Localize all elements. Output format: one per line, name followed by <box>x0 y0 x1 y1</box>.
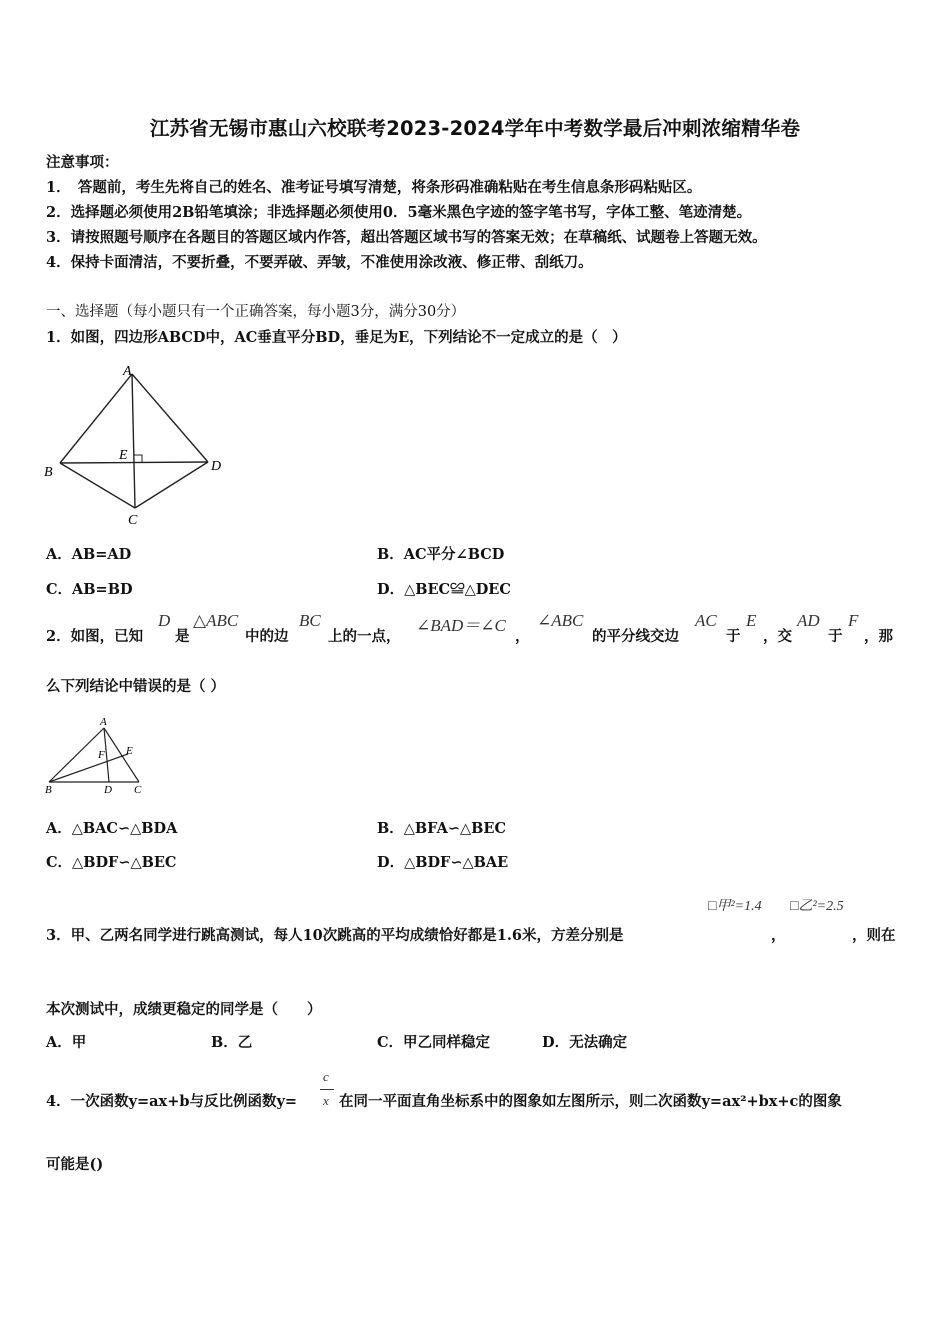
q3-variance-jia: □甲²=1.4 <box>708 899 762 914</box>
q3-variance-yi: □乙²=2.5 <box>790 899 844 914</box>
notice-heading: 注意事项： <box>46 154 119 171</box>
label-b: B <box>44 465 53 480</box>
q2-option-c[interactable]: C．△BDF∽△BEC <box>46 854 177 871</box>
label-c: C <box>128 513 138 528</box>
q2-text-3: 中的边 <box>245 628 289 645</box>
q2-math-angle-eq: ∠BAD＝∠C <box>416 616 506 635</box>
q2-text-7: 于 <box>726 628 741 645</box>
label-b: B <box>45 784 52 796</box>
edge-dc <box>135 462 208 508</box>
q2-figure <box>40 712 160 800</box>
q3-stem: 3．甲、乙两名同学进行跳高测试，每人10次跳高的平均成绩恰好都是1.6米，方差分别是 <box>46 927 624 944</box>
segment-ad <box>104 728 109 782</box>
q4-fraction-bar <box>320 1089 334 1090</box>
edge-ac <box>104 728 139 782</box>
notice-item-3: 3．请按照题号顺序在各题目的答题区域内作答，超出答题区域书写的答案无效；在草稿纸、试题卷上答题无效。 <box>46 229 767 246</box>
page-title: 江苏省无锡市惠山六校联考2023-2024学年中考数学最后冲刺浓缩精华卷 <box>149 117 801 140</box>
label-d: D <box>104 784 112 796</box>
edge-bc <box>60 463 135 508</box>
q1-option-d[interactable]: D．△BEC≌△DEC <box>377 581 511 598</box>
q3-comma: ， <box>771 927 786 944</box>
q4-fraction-denominator: x <box>323 1093 329 1108</box>
label-f: F <box>98 749 105 761</box>
q2-math-ac: AC <box>695 611 717 630</box>
q2-text-6: 的平分线交边 <box>592 628 679 645</box>
label-a: A <box>100 716 107 728</box>
label-a: A <box>123 364 132 379</box>
q1-stem: 1．如图，四边形ABCD中，AC垂直平分BD，垂足为E，下列结论不一定成立的是（ ） <box>46 329 627 346</box>
q2-math-d: D <box>158 611 171 630</box>
label-d: D <box>211 459 222 474</box>
notice-item-1: 1． 答题前，考生先将自己的姓名、准考证号填写清楚，将条形码准确粘贴在考生信息条形码粘贴区。 <box>46 179 702 196</box>
q2-math-ad: AD <box>797 611 820 630</box>
q2-option-a[interactable]: A．△BAC∽△BDA <box>46 820 178 837</box>
q1-figure <box>40 360 240 530</box>
q4-line-2: 可能是() <box>46 1156 104 1173</box>
q4-stem-a: 4．一次函数y=ax+b与反比例函数y= <box>46 1093 298 1110</box>
q2-option-b[interactable]: B．△BFA∽△BEC <box>377 820 507 837</box>
q2-text-4: 上的一点， <box>328 628 401 645</box>
q4-fraction-numerator: c <box>323 1069 329 1084</box>
label-c: C <box>134 784 142 796</box>
notice-item-4: 4．保持卡面清洁，不要折叠，不要弄破、弄皱，不准使用涂改液、修正带、刮纸刀。 <box>46 254 593 271</box>
q3-option-a[interactable]: A．甲 <box>46 1034 87 1051</box>
q3-option-b[interactable]: B．乙 <box>211 1034 253 1051</box>
q2-math-bc: BC <box>299 611 321 630</box>
q2-option-d[interactable]: D．△BDF∽△BAE <box>377 854 509 871</box>
segment-be <box>49 754 128 782</box>
q2-text-5: ， <box>515 628 530 645</box>
section-heading: 一、选择题（每小题只有一个正确答案，每小题3分，满分30分） <box>46 304 466 320</box>
notice-item-2: 2．选择题必须使用2B铅笔填涂；非选择题必须使用0．5毫米黑色字迹的签字笔书写，字体工整、笔迹清楚。 <box>46 204 752 221</box>
q4-stem-b: 在同一平面直角坐标系中的图象如左图所示，则二次函数y=ax²+bx+c的图象 <box>339 1093 842 1110</box>
diagonal-ac <box>132 374 135 508</box>
q3-line-2: 本次测试中，成绩更稳定的同学是（ ） <box>46 1001 322 1018</box>
q2-text-10: ，那 <box>864 628 893 645</box>
label-e: E <box>119 448 128 463</box>
edge-ab <box>49 728 104 782</box>
q2-math-f: F <box>848 611 859 630</box>
q2-math-angle-abc: ∠ABC <box>537 611 584 630</box>
q3-option-d[interactable]: D．无法确定 <box>542 1034 628 1051</box>
q2-text-9: 于 <box>828 628 843 645</box>
q2-text-8: ，交 <box>763 628 792 645</box>
q1-option-a[interactable]: A．AB=AD <box>46 546 132 563</box>
q2-math-triangle-abc: △ABC <box>193 611 239 630</box>
label-e: E <box>126 745 133 757</box>
q2-text-2: 是 <box>175 628 190 645</box>
q3-tail: ，则在 <box>852 927 896 944</box>
q1-option-c[interactable]: C．AB=BD <box>46 581 133 598</box>
q2-text-1: 2．如图，已知 <box>46 628 144 645</box>
edge-ad <box>132 374 208 462</box>
q1-option-b[interactable]: B．AC平分∠BCD <box>377 546 505 563</box>
q2-line-2: 么下列结论中错误的是（ ） <box>46 678 226 695</box>
q3-option-c[interactable]: C．甲乙同样稳定 <box>377 1034 491 1051</box>
q2-math-e: E <box>746 611 757 630</box>
